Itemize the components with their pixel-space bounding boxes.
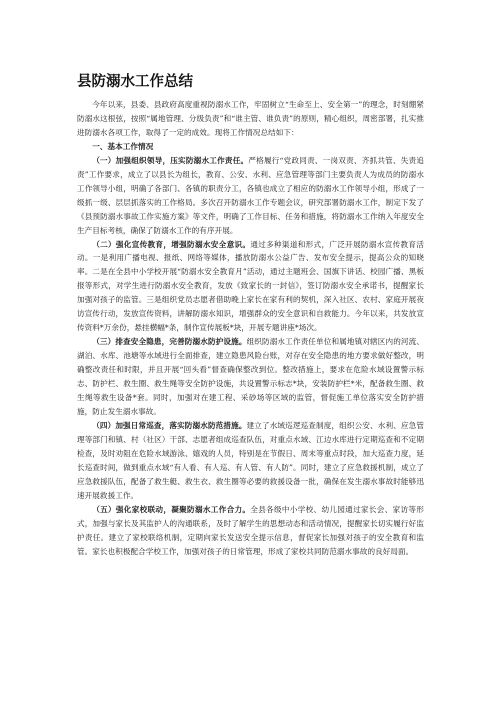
item-lead: （四）加强日常巡查，落实防溺水防范措施。 <box>92 420 247 430</box>
item-lead: （二）强化宣传教育，增强防溺水安全意识。 <box>92 239 251 249</box>
intro-paragraph: 今年以来，县委、县政府高度重视防溺水工作，牢固树立“生命至上、安全第一”的理念，时刻绷紧防溺水这根弦，按照“属地管理、分级负责”和“谁主管、谁负责”的原则，精心组织，周密部署，扎实推进防溺水各项工作，取得了一定的成效。现将工作情况总结如下： <box>77 100 424 137</box>
item-text: 组织防溺水工作责任单位和属地镇对辖区内的河流、湖泊、水库、池塘等水域进行全面排查，建立隐患风险台账，对存在安全隐患的地方要求做好整改，明确整改责任和时限，并且开展“回头看”督查确保整改到位。整改措施上，要求在危险水域设置警示标志、防护栏、救生圈、救生绳等安全防护设施，共设置警示标志*块，安装防护栏*米，配备救生圈、救生绳等救生设备*套。同时，加强对在建工程、采砂场等区域的监管，督促施工单位落实安全防护措施，防止发生溺水事故。 <box>77 337 425 416</box>
item-paragraph-5 <box>77 503 424 559</box>
item-paragraph-2 <box>77 238 424 336</box>
item-paragraph-3 <box>77 335 424 419</box>
item-text: 通过多种渠道和形式，广泛开展防溺水宣传教育活动。一是利用广播电视、报纸、网络等媒体，播放防溺水公益广告、发布安全提示，提高公众的知晓率。二是在全县中小学校开展“防溺水安全教育月”活动，通过主题班会、国旗下讲话、校园广播、黑板报等形式，对学生进行防溺水安全教育，发放《致家长的一封信》，签订防溺水安全承诺书，提醒家长加强对孩子的监管。三是组织党员志愿者借助晚上家长在家有利的契机，深入社区、农村、家庭开展夜访宣传行动，发放宣传资料，讲解防溺水知识，增强群众的安全意识和自救能力。今年以来，共发放宣传资料*万余份，悬挂横幅*条，制作宣传展板*块，开展专题讲座*场次。 <box>77 239 424 333</box>
section-heading: 一、基本工作情况 <box>92 141 154 151</box>
item-text: 全县各级中小学校、幼儿园通过家长会、家访等形式，加强与家长及其监护人的沟通联系，及时了解学生的思想动态和活动情况，提醒家长切实履行好监护责任。建立了家校联络机制，定期向家长发送安全提示信息，督促家长加强对孩子的安全教育和监管。家长也积极配合学校工作，加强对孩子的日常管理，形成了家校共同防范溺水事故的良好局面。 <box>77 504 424 556</box>
item-paragraph-4 <box>77 419 424 503</box>
document-body <box>77 98 424 558</box>
item-lead: （一）加强组织领导，压实防溺水工作责任。 <box>92 155 249 165</box>
item-lead: （五）强化家校联动，凝聚防溺水工作合力。 <box>92 504 251 514</box>
item-text: 建立了水域巡逻巡查制度，组织公安、水利、应急管理等部门和镇、村（社区）干部、志愿者组成巡查队伍，对重点水域、江边水库进行定期巡查和不定期检查，及时劝阻在危险水域游泳、嬉戏的人员，特别是在节假日、周末等重点时段，加大巡查力度，延长巡查时间，做到重点水域“有人看、有人巡、有人管、有人防”。同时，建立了应急救援机制，成立了应急救援队伍，配备了救生艇、救生衣、救生圈等必要的救援设备一批，确保在发生溺水事故时能够迅速开展救援工作。 <box>77 420 425 500</box>
item-paragraph-1 <box>77 154 424 238</box>
item-lead: （三）排查安全隐患，完善防溺水防护设施。 <box>92 337 247 347</box>
item-text: 严格履行“党政同责、一岗双责、齐抓共管、失责追责”工作要求，成立了以县长为组长，教育、公安、水利、应急管理等部门主要负责人为成员的防溺水工作领导小组，明确了各部门、各镇的职责分工，各镇也成立了相应的防溺水工作领导小组，形成了一级抓一级、层层抓落实的工作格局。多次召开防溺水工作专题会议，研究部署防溺水工作，制定下发了《县预防溺水事故工作实施方案》等文件，明确了工作目标、任务和措施，将防溺水工作纳入年度安全生产目标考核，确保了防溺水工作的有序开展。 <box>77 155 425 235</box>
document-title: 县防溺水工作总结 <box>77 74 193 90</box>
